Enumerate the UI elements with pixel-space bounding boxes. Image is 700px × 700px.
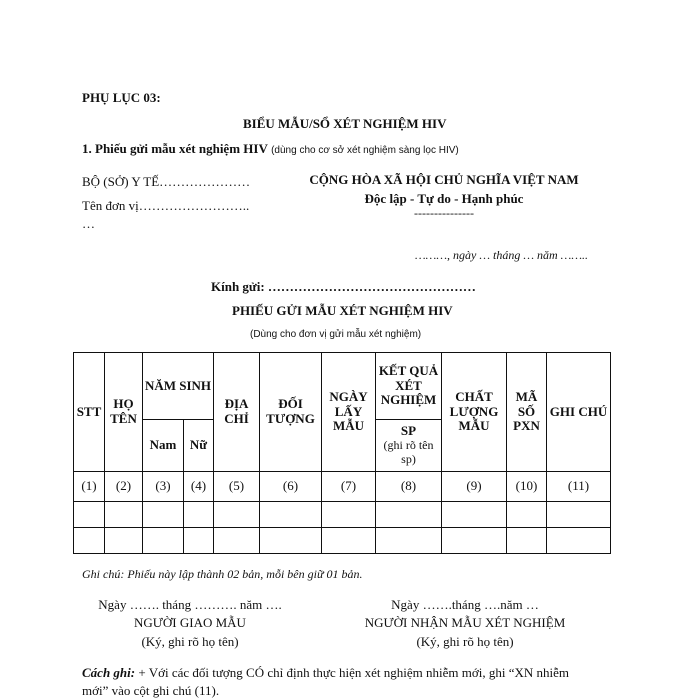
col-number-4: (4)	[184, 472, 214, 502]
empty-cell	[74, 502, 105, 528]
empty-cell	[184, 528, 214, 554]
header-ma-so: MÃ SỐ PXN	[507, 353, 547, 472]
empty-cell	[507, 502, 547, 528]
header-ket-qua: KẾT QUẢ XÉT NGHIỆM	[376, 353, 442, 420]
header-nu: Nữ	[184, 420, 214, 472]
header-ngay-lay-mau: NGÀY LẤY MẪU	[322, 353, 376, 472]
empty-cell	[376, 528, 442, 554]
header-sp-note: (ghi rõ tên sp)	[383, 438, 434, 466]
empty-cell	[322, 528, 376, 554]
empty-cell	[184, 502, 214, 528]
instructions-text-1: + Với các đối tượng CÓ chỉ định thực hiện xét nghiệm nhiễm mới, ghi “XN nhiễm	[135, 665, 570, 680]
left-signature-date: Ngày ……. tháng ………. năm ….	[98, 597, 282, 612]
unit-name-line: Tên đơn vị……………………..	[82, 198, 250, 213]
header-ho-ten: HỌ TÊN	[105, 353, 143, 472]
col-number-8: (8)	[376, 472, 442, 502]
motto-underline: ---------------	[414, 206, 474, 220]
empty-cell	[507, 528, 547, 554]
right-signature-date: Ngày …….tháng ….năm …	[391, 597, 539, 612]
national-motto: Độc lập - Tự do - Hạnh phúc	[364, 191, 524, 206]
empty-cell	[214, 528, 260, 554]
country-name: CỘNG HÒA XÃ HỘI CHỦ NGHĨA VIỆT NAM	[309, 172, 579, 187]
empty-cell	[260, 528, 322, 554]
header-stt: STT	[74, 353, 105, 472]
instructions-line-2: mới” vào cột ghi chú (11).	[82, 683, 220, 698]
col-number-3: (3)	[143, 472, 184, 502]
instructions-line-1	[82, 665, 569, 681]
appendix-label: PHỤ LỤC 03:	[82, 90, 161, 105]
section-note: (dùng cho cơ sở xét nghiệm sàng lọc HIV)	[271, 145, 459, 156]
table-row	[74, 528, 611, 554]
col-number-5: (5)	[214, 472, 260, 502]
right-signature-role: NGƯỜI NHẬN MẪU XÉT NGHIỆM	[364, 615, 566, 630]
instructions-label: Cách ghi:	[82, 665, 136, 680]
header-doi-tuong: ĐỐI TƯỢNG	[260, 353, 322, 472]
header-sp-label: SP	[400, 423, 417, 439]
form-subtitle: (Dùng cho đơn vị gửi mẫu xét nghiệm)	[250, 329, 422, 340]
empty-cell	[260, 502, 322, 528]
ministry-line: BỘ (SỞ) Y TẾ…………………	[82, 174, 251, 189]
col-number-7: (7)	[322, 472, 376, 502]
table-row	[74, 502, 611, 528]
col-number-1: (1)	[74, 472, 105, 502]
empty-cell	[442, 502, 507, 528]
empty-cell	[214, 502, 260, 528]
empty-cell	[143, 528, 184, 554]
header-nam: Nam	[143, 420, 184, 472]
header-dia-chi: ĐỊA CHỈ	[214, 353, 260, 472]
left-signature-note: (Ký, ghi rõ họ tên)	[141, 634, 239, 649]
col-number-11: (11)	[547, 472, 611, 502]
col-number-9: (9)	[442, 472, 507, 502]
empty-cell	[376, 502, 442, 528]
unit-name-ellipsis: …	[82, 216, 95, 231]
empty-cell	[322, 502, 376, 528]
empty-cell	[105, 528, 143, 554]
header-nam-sinh: NĂM SINH	[143, 353, 214, 420]
empty-cell	[442, 528, 507, 554]
date-line: ………, ngày … tháng … năm ……..	[415, 248, 589, 262]
empty-cell	[143, 502, 184, 528]
header-sp	[376, 420, 442, 472]
empty-cell	[547, 528, 611, 554]
recipient-line: Kính gửi: …………………………………………	[211, 279, 476, 294]
specimen-table	[73, 352, 611, 554]
section-heading-line	[82, 141, 459, 157]
form-title: PHIẾU GỬI MẪU XÉT NGHIỆM HIV	[232, 303, 453, 318]
note-line: Ghi chú: Phiếu này lập thành 02 bản, mỗi bên giữ 01 bản.	[82, 567, 363, 581]
col-number-10: (10)	[507, 472, 547, 502]
empty-cell	[74, 528, 105, 554]
empty-cell	[105, 502, 143, 528]
main-title: BIỂU MẪU/SỔ XÉT NGHIỆM HIV	[243, 116, 447, 131]
col-number-6: (6)	[260, 472, 322, 502]
header-chat-luong: CHẤT LƯỢNG MẪU	[442, 353, 507, 472]
header-ghi-chu: GHI CHÚ	[547, 353, 611, 472]
left-signature-role: NGƯỜI GIAO MẪU	[134, 615, 246, 630]
empty-cell	[547, 502, 611, 528]
section-heading: 1. Phiếu gửi mẫu xét nghiệm HIV	[82, 141, 268, 156]
col-number-2: (2)	[105, 472, 143, 502]
right-signature-note: (Ký, ghi rõ họ tên)	[416, 634, 514, 649]
